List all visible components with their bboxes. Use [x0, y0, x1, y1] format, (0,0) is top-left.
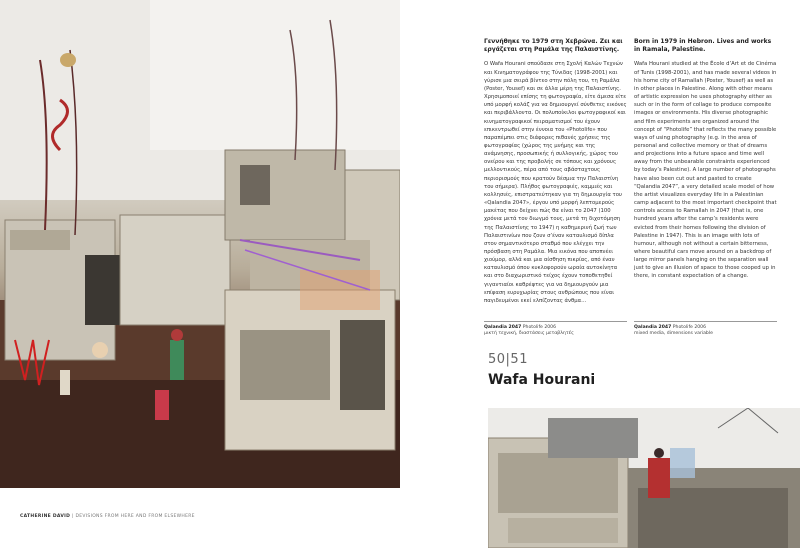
greek-lead: Γεννήθηκε το 1979 στη Χεβρώνα. Ζει και εργάζεται στη Ραμάλα της Παλαιστίνης. [484, 38, 623, 54]
caption-en-detail: Photolife 2006 [672, 325, 707, 330]
caption-divider-gr [484, 321, 627, 322]
caption-en-medium: mixed media, dimensions variable [634, 331, 713, 336]
artwork-photo-right [488, 408, 800, 548]
footer-separator: | [71, 514, 74, 519]
artist-name: Wafa Hourani [488, 372, 596, 388]
english-text-column [634, 38, 777, 281]
english-body: Wafa Hourani studied at the École d’Art et de Cinéma of Tunis (1998-2001), and has made several videos in his home city of Ramallah (Poster, Yousef) as well as in other places in Palestine. Along with other means of artistic expression he uses photography either as such or in the form of collage to produce composite images or environments. His diverse photographic and film experiments are organized around the concept of “Photolife” that reflects the many possible ways of using photography (e.g. in the area of personal and collective memory or that of dreams and projections into a future space and time well away from the unbearable constraints experienced by today’s Palestine). A large number of photographs have also been cut out and pasted to create “Qalandia 2047”, a very detailed scale model of how the artist visualizes everyday life in a Palestinian camp adjacent to the most important checkpoint that controls access to Ramallah in 2047 (that is, one hundred years after the camp’s residents were evicted from their homes following the division of Palestine in 1947). This is an image with lots of humour, although not without a certain bitterness, where beautiful cars move around on a backdrop of large mirror panels hanging on the separation wall just to give an illusion of space to those cooped up in there, in constant expectation of a change. [634, 61, 777, 280]
artwork-photo-left [0, 0, 400, 488]
english-lead: Born in 1979 in Hebron. Lives and works in Ramala, Palestine. [634, 38, 772, 54]
caption-english [634, 325, 777, 337]
caption-gr-medium: μικτή τεχνική, διαστάσεις μεταβλητές [484, 331, 574, 336]
footer [20, 514, 195, 519]
greek-text-column [484, 38, 627, 305]
model-closeup-illustration [488, 408, 800, 548]
caption-greek [484, 325, 627, 337]
caption-divider-en [634, 321, 777, 322]
model-illustration [0, 0, 400, 488]
caption-gr-title: Qalandia 2047 [484, 325, 522, 330]
caption-gr-detail: Photolife 2006 [522, 325, 557, 330]
caption-en-title: Qalandia 2047 [634, 325, 672, 330]
footer-subtitle: DEVISIONS FROM HERE AND FROM ELSEWHERE [75, 514, 195, 519]
page-numbers: 50|51 [488, 352, 528, 367]
greek-body: Ο Wafa Hourani σπούδασε στη Σχολή Καλών Τεχνών και Κινηματογράφου της Τύνιδας (1998-2001) και γύρισε μια σειρά βίντεο στην πόλη του, τη Ραμάλα (Poster, Yousef) και σε άλλα μέρη της Παλαιστίνης. Χρησιμοποιεί επίσης τη φωτογραφία, είτε άμεσα είτε υπό μορφή κολάζ για να δημιουργεί σύνθετες εικόνες και περιβάλλοντα. Οι πολυποίκιλοι φωτογραφικοί και κινηματογραφικοί πειραματισμοί του έχουν επικεντρωθεί στην έννοια του «Photolife» που παραπέμπει στις διάφορες πιθανές χρήσεις της φωτογραφίας (χώρος της μνήμης και της ανάμνησης, προσωπικής ή συλλογικής, χώρος του ονείρου και της προβολής σε τόπους και χρόνους μελλοντικούς, πέρα από τους αβάσταχτους περιορισμούς που κρατούν δέσμια την Παλαιστίνη του σήμερα). Πλήθος φωτογραφιές, καμμιές και κολλησιές, επιστρατεύτηκαν για τη δημιουργία του «Qalandia 2047», έργου υπό μορφή λεπτομερούς μακέτας που δείχνει πώς θα είναι το 2047 (100 χρόνια μετά τον διωγμό τους, μετά τη διχοτόμηση της Παλαιστίνης το 1947) η καθημερινή ζωή των Παλαιστινίων που ζουν σ’έναν καταυλισμό δίπλα στον σημαντικότερο σταθμό που ελέγχει την πρόσβαση στη Ραμάλα. Μια εικόνα που αποπνέει χιούμορ, αλλά και μια αίσθηση πικρίας, από έναν καταυλισμό όπου κυκλοφορούν ωραία αυτοκίνητα και στο διαχωριστικό τείχος έχουν τοποθετηθεί γιγαντιαίοι καθρέφτες για να δημιουργούν μια επίφαση ευρυχωρίας στους ανθρώπους που είναι παγιδευμένοι εκεί ελπίζοντας άνθμα… [484, 61, 627, 304]
footer-name: CATHERINE DAVID [20, 514, 71, 519]
